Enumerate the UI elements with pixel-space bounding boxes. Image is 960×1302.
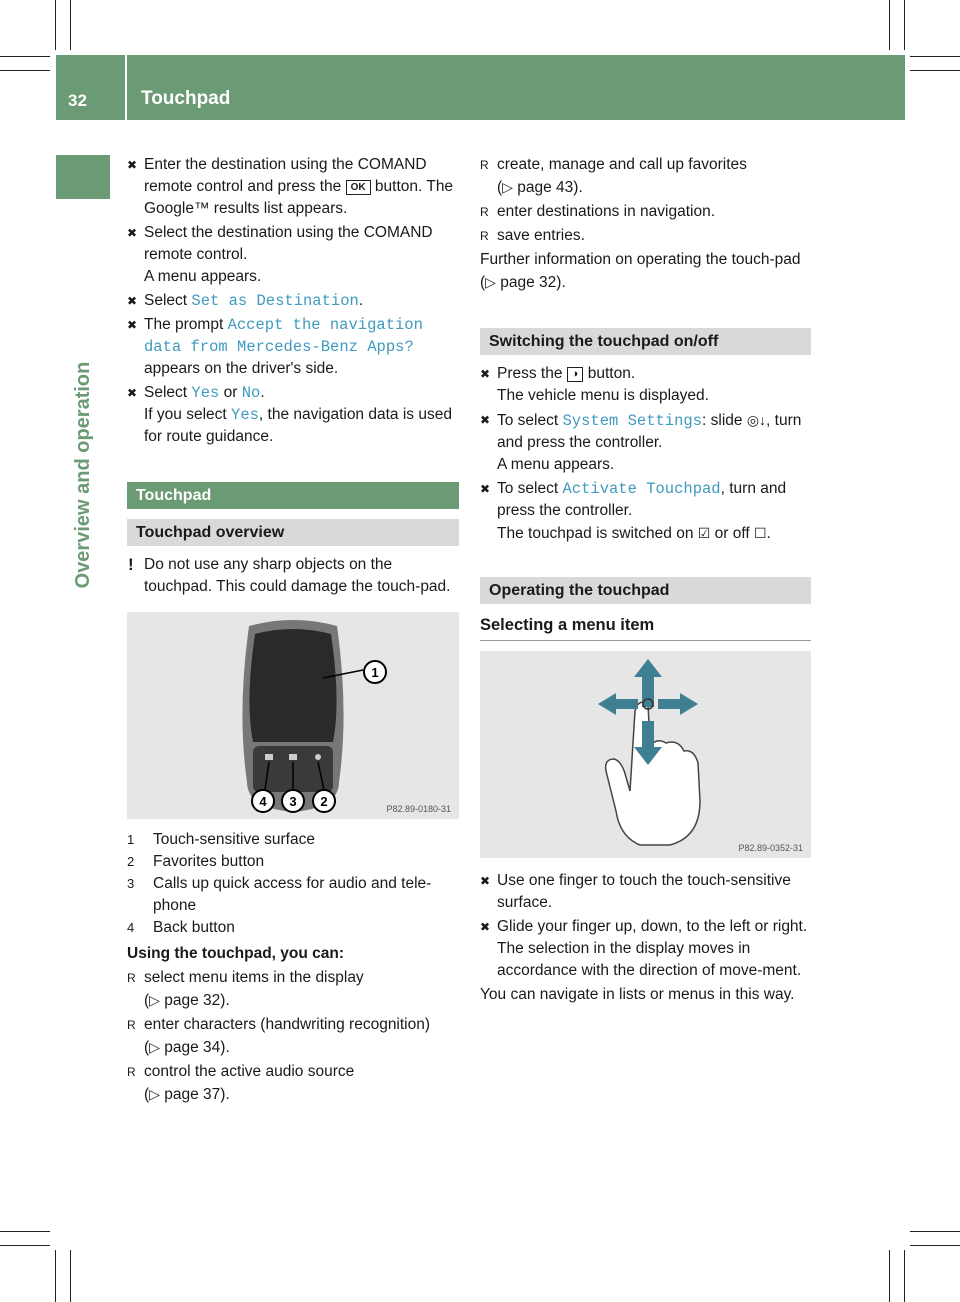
bullet-icon: R <box>480 158 489 172</box>
page-ref-arrow-icon: ▷ <box>149 992 160 1008</box>
legend-item <box>127 829 459 851</box>
subsection-heading-overview: Touchpad overview <box>127 519 459 546</box>
bullet-item <box>127 967 459 1012</box>
page-ref-text: page 37). <box>164 1086 230 1103</box>
checkbox-empty-icon: ☐ <box>753 525 767 541</box>
step-item <box>480 409 811 476</box>
further-info-text: Further information on operating the touch-pad ( <box>480 251 801 291</box>
legend-text: Favorites button <box>153 853 265 870</box>
arrow-right-head <box>680 693 698 715</box>
bullet-text: enter characters (handwriting recognition) <box>144 1016 431 1033</box>
step-text: . <box>260 384 265 401</box>
legend-number: 3 <box>127 876 135 891</box>
legend-number: 1 <box>127 832 135 847</box>
legend-item <box>127 851 459 873</box>
legend-item <box>127 917 459 939</box>
left-column <box>127 154 459 1108</box>
crop-mark <box>889 1250 890 1302</box>
page-number: 32 <box>68 91 87 110</box>
callout-1: 1 <box>371 665 379 680</box>
bullet-item <box>127 1061 459 1106</box>
bullet-text: enter destinations in navigation. <box>497 203 716 220</box>
page-reference: (▷ page 32). <box>144 992 230 1009</box>
step-arrow-icon: ✖ <box>127 318 138 332</box>
page-ref-text: page 43). <box>517 179 583 196</box>
controller-slide-icon: ◎↓ <box>746 412 767 428</box>
option-yes-code: Yes <box>231 406 259 424</box>
step-text: or <box>219 384 242 401</box>
section-heading-operating: Operating the touchpad <box>480 577 811 604</box>
step-text: Use one finger to touch the touch-sensitive surface. <box>497 872 791 911</box>
legend-number: 4 <box>127 920 135 935</box>
bullet-item <box>480 154 811 199</box>
bullet-text: select menu items in the display <box>144 969 364 986</box>
step-item <box>480 478 811 545</box>
step-item <box>127 222 459 288</box>
page-ref-text: page 32). <box>500 274 566 291</box>
step-text: Select the destination using the COMAND remote control. <box>144 224 433 263</box>
step-text: To select <box>497 480 563 497</box>
sidebar-chapter-label: Overview and operation <box>72 361 94 589</box>
bullet-item <box>127 1014 459 1059</box>
page-ref-text: page 32). <box>164 992 230 1009</box>
step-text: Select <box>144 292 192 309</box>
legend-item <box>127 873 459 917</box>
step-item <box>127 290 459 312</box>
menu-option-code: Activate Touchpad <box>562 480 721 498</box>
sidebar-marker <box>56 155 110 199</box>
step-text: . <box>358 292 364 309</box>
crop-mark <box>0 1245 50 1246</box>
step-arrow-icon: ✖ <box>127 158 138 172</box>
step-arrow-icon: ✖ <box>480 413 491 427</box>
vehicle-key-icon: ◑ <box>567 367 584 382</box>
using-heading: Using the touchpad, you can: <box>127 945 345 962</box>
legend-text: Touch-sensitive surface <box>153 831 315 848</box>
step-arrow-icon: ✖ <box>480 920 491 934</box>
page-ref-arrow-icon: ▷ <box>485 274 496 290</box>
crop-mark <box>0 1231 50 1232</box>
crop-mark <box>70 1250 71 1302</box>
menu-option-code: Set as Destination <box>191 292 359 310</box>
crop-mark <box>910 1231 960 1232</box>
step-result: A menu appears. <box>497 456 615 473</box>
touchpad-figure <box>127 612 459 819</box>
bullet-text: create, manage and call up favorites <box>497 156 747 173</box>
step-text: . <box>766 525 771 542</box>
step-text: , the navigation data is used for route guidance. <box>144 406 452 445</box>
step-text: appears on the driver's side. <box>144 360 339 377</box>
menu-option-code: System Settings <box>562 412 703 430</box>
step-text: , turn and press the controller. <box>497 412 802 451</box>
crop-mark <box>910 1245 960 1246</box>
bullet-text: control the active audio source <box>144 1063 355 1080</box>
gesture-figure <box>480 651 811 858</box>
touchpad-illustration <box>127 612 459 819</box>
crop-mark <box>55 1250 56 1302</box>
page-title: Touchpad <box>141 88 231 109</box>
figure-code: P82.89-0352-31 <box>738 843 803 853</box>
legend-number: 2 <box>127 854 135 869</box>
warning-note <box>127 554 459 598</box>
step-text: , turn and press the controller. <box>497 480 787 519</box>
step-result <box>144 404 459 448</box>
further-info <box>480 249 811 294</box>
step-arrow-icon: ✖ <box>480 367 491 381</box>
callout-4: 4 <box>259 794 267 809</box>
crop-mark <box>70 0 71 50</box>
closing-text: You can navigate in lists or menus in this way. <box>480 986 795 1003</box>
crop-mark <box>904 1250 905 1302</box>
callout-3: 3 <box>289 794 297 809</box>
step-result: The selection in the display moves in accordance with the direction of move-ment. <box>497 940 802 979</box>
step-item <box>480 870 811 914</box>
legend-text: Calls up quick access for audio and tele-phone <box>153 875 432 914</box>
step-item <box>480 916 811 982</box>
option-yes-code: Yes <box>191 384 220 402</box>
figure-code: P82.89-0180-31 <box>386 804 451 814</box>
step-text: To select <box>497 412 563 429</box>
page-reference: (▷ page 37). <box>144 1086 230 1103</box>
bullet-icon: R <box>480 229 489 243</box>
bullet-icon: R <box>480 205 489 219</box>
step-result: A menu appears. <box>144 268 262 285</box>
page-ref-text: page 34). <box>164 1039 230 1056</box>
step-text: Press the <box>497 365 567 382</box>
page-ref-arrow-icon: ▷ <box>502 179 513 195</box>
step-text: Select <box>144 384 192 401</box>
step-text: : slide <box>702 412 747 429</box>
bullet-text: save entries. <box>497 227 585 244</box>
ok-key-icon: OK <box>346 180 371 195</box>
step-arrow-icon: ✖ <box>127 386 138 400</box>
step-text: If you select <box>144 406 232 423</box>
arrow-up-head <box>634 659 662 677</box>
page-reference: (▷ page 43). <box>497 179 583 196</box>
warning-text: Do not use any sharp objects on the touchpad. This could damage the touch-pad. <box>144 556 451 595</box>
header-divider <box>125 55 127 120</box>
step-text: Enter the destination using the COMAND remote control and press the <box>144 156 427 195</box>
page-reference: (▷ page 34). <box>144 1039 230 1056</box>
back-button-glyph <box>265 754 273 760</box>
warning-icon: ! <box>128 555 134 574</box>
section-heading-switching: Switching the touchpad on/off <box>480 328 811 355</box>
page-ref-arrow-icon: ▷ <box>149 1039 160 1055</box>
crop-mark <box>55 0 56 50</box>
step-text: Glide your finger up, down, to the left or right. <box>497 918 808 935</box>
bullet-item <box>480 201 811 223</box>
legend-text: Back button <box>153 919 235 936</box>
callout-2: 2 <box>320 794 328 809</box>
step-arrow-icon: ✖ <box>127 226 138 240</box>
step-arrow-icon: ✖ <box>480 482 491 496</box>
right-column <box>480 154 811 1006</box>
arrow-down-shaft <box>642 721 654 749</box>
option-no-code: No <box>241 384 261 402</box>
bullet-icon: R <box>127 971 136 985</box>
step-item <box>127 154 459 220</box>
crop-mark <box>0 70 50 71</box>
step-text: or off <box>710 525 754 542</box>
step-text: button. <box>583 365 636 382</box>
step-item <box>127 314 459 380</box>
bullet-icon: R <box>127 1065 136 1079</box>
page-ref-arrow-icon: ▷ <box>149 1086 160 1102</box>
section-heading-touchpad: Touchpad <box>127 482 459 509</box>
bullet-item <box>480 225 811 247</box>
audio-button-glyph <box>289 754 297 760</box>
step-item <box>480 363 811 407</box>
subheading-selecting: Selecting a menu item <box>480 614 811 641</box>
step-text: The touchpad is switched on <box>497 525 698 542</box>
crop-mark <box>904 0 905 50</box>
prompt-code: Accept the navigation data from Mercedes-Benz Apps? <box>144 316 423 356</box>
step-item <box>127 382 459 448</box>
finger-gesture-illustration <box>480 651 811 858</box>
step-text: The prompt <box>144 316 228 333</box>
checkbox-checked-icon: ☑ <box>697 525 711 541</box>
step-text: button. The Google™ results list appears. <box>144 178 454 217</box>
crop-mark <box>910 70 960 71</box>
crop-mark <box>0 56 50 57</box>
bullet-icon: R <box>127 1018 136 1032</box>
step-result: The vehicle menu is displayed. <box>497 387 709 404</box>
crop-mark <box>910 56 960 57</box>
step-arrow-icon: ✖ <box>480 874 491 888</box>
favorites-button-glyph <box>315 754 321 760</box>
arrow-left-head <box>598 693 616 715</box>
touch-surface <box>249 629 336 742</box>
step-arrow-icon: ✖ <box>127 294 138 308</box>
step-result <box>497 522 811 545</box>
crop-mark <box>889 0 890 50</box>
